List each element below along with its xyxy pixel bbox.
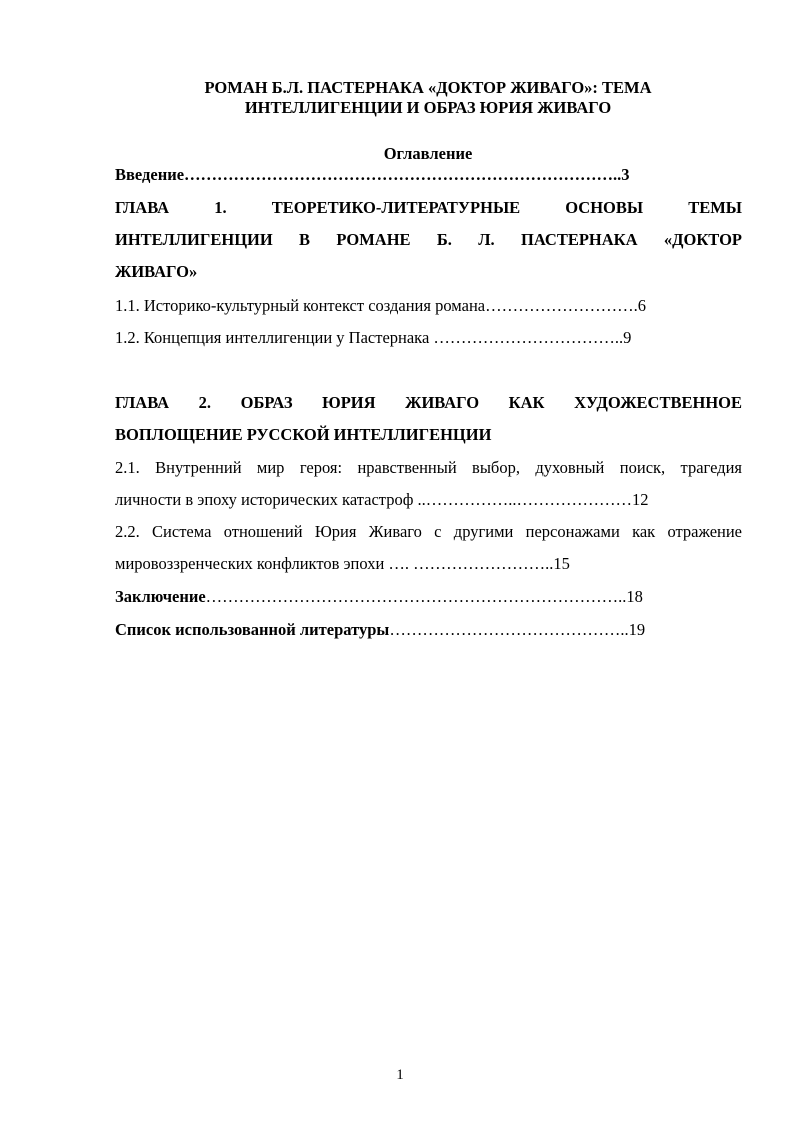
toc-entry-page: 3 (621, 165, 630, 184)
title-line-2: ИНТЕЛЛИГЕНЦИИ И ОБРАЗ ЮРИЯ ЖИВАГО (244, 98, 612, 117)
toc-entry-label: Заключение (115, 587, 206, 606)
page-number: 1 (396, 1067, 404, 1083)
toc-entry-introduction (115, 165, 630, 185)
toc-chapter-2-line-1: ГЛАВА 2. ОБРАЗ ЮРИЯ ЖИВАГО КАК ХУДОЖЕСТВЕННОЕ (115, 393, 742, 412)
toc-entry-dots: …………………………………….. (389, 620, 629, 639)
toc-chapter-1-line-2: ИНТЕЛЛИГЕНЦИИ В РОМАНЕ Б. Л. ПАСТЕРНАКА «ДОКТОР (115, 230, 742, 249)
toc-entry-dots: …………………………………………………………………….. (184, 165, 622, 184)
toc-entry-page: 19 (628, 620, 646, 639)
toc-section-2-1-line-2: личности в эпоху исторических катастроф ..……………..…………………12 (115, 490, 649, 509)
toc-section-1-2: 1.2. Концепция интеллигенции у Пастернака ……………………………..9 (115, 328, 632, 347)
toc-entry-label: Введение (115, 165, 185, 184)
title-line-1: РОМАН Б.Л. ПАСТЕРНАКА «ДОКТОР ЖИВАГО»: ТЕМА (204, 78, 652, 97)
toc-chapter-2-line-2: ВОПЛОЩЕНИЕ РУССКОЙ ИНТЕЛЛИГЕНЦИИ (115, 425, 492, 444)
toc-section-2-1-line-1: 2.1. Внутренний мир героя: нравственный выбор, духовный поиск, трагедия (115, 458, 742, 477)
toc-section-2-2-line-2: мировоззренческих конфликтов эпохи …. ……………………..15 (115, 554, 570, 573)
toc-section-1-1: 1.1. Историко-культурный контекст создания романа……………………….6 (115, 296, 646, 315)
toc-entry-references (115, 620, 645, 640)
toc-heading: Оглавление (383, 144, 473, 163)
toc-entry-label: Список использованной литературы (115, 620, 390, 639)
toc-entry-page: 18 (626, 587, 643, 606)
toc-entry-dots: ………………………………………………………………….. (205, 587, 627, 606)
toc-section-2-2-line-1: 2.2. Система отношений Юрия Живаго с другими персонажами как отражение (115, 522, 742, 541)
toc-chapter-1-line-1: ГЛАВА 1. ТЕОРЕТИКО-ЛИТЕРАТУРНЫЕ ОСНОВЫ ТЕМЫ (115, 198, 742, 217)
document-title (115, 78, 741, 118)
toc-entry-conclusion (115, 587, 643, 607)
toc-chapter-1-line-3: ЖИВАГО» (115, 262, 198, 281)
